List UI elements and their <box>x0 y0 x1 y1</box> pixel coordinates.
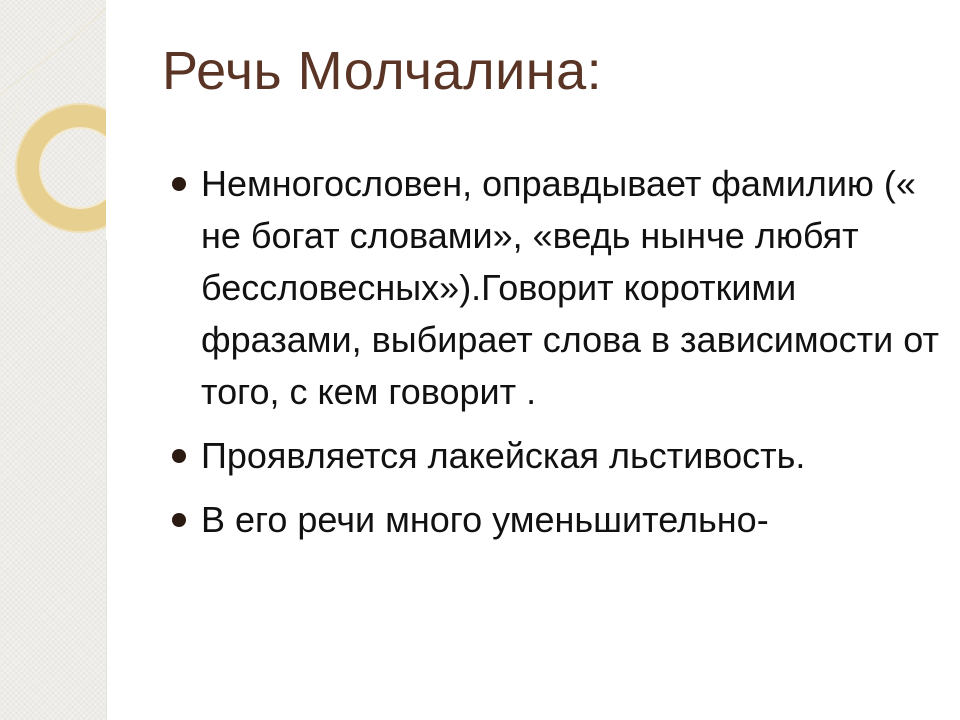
gold-ring-ornament-icon <box>0 0 110 240</box>
bullet-icon <box>172 177 186 191</box>
slide-title: Речь Молчалина: <box>162 41 603 101</box>
bullet-item <box>172 158 942 418</box>
bullet-item <box>172 430 942 482</box>
bullet-text: В его речи много уменьшительно- <box>201 499 769 540</box>
bullet-icon <box>172 449 186 463</box>
bullet-text: Проявляется лакейская льстивость. <box>201 435 806 476</box>
bullet-list <box>172 158 942 546</box>
bullet-text: Немногословен, оправдывает фамилию (« не богат словами», «ведь нынче любят бессловесных»).Говорит короткими фразами, выбирает слова в зависимости от того, с кем говорит . <box>201 163 939 412</box>
bullet-item <box>172 494 942 546</box>
bullet-icon <box>172 513 186 527</box>
